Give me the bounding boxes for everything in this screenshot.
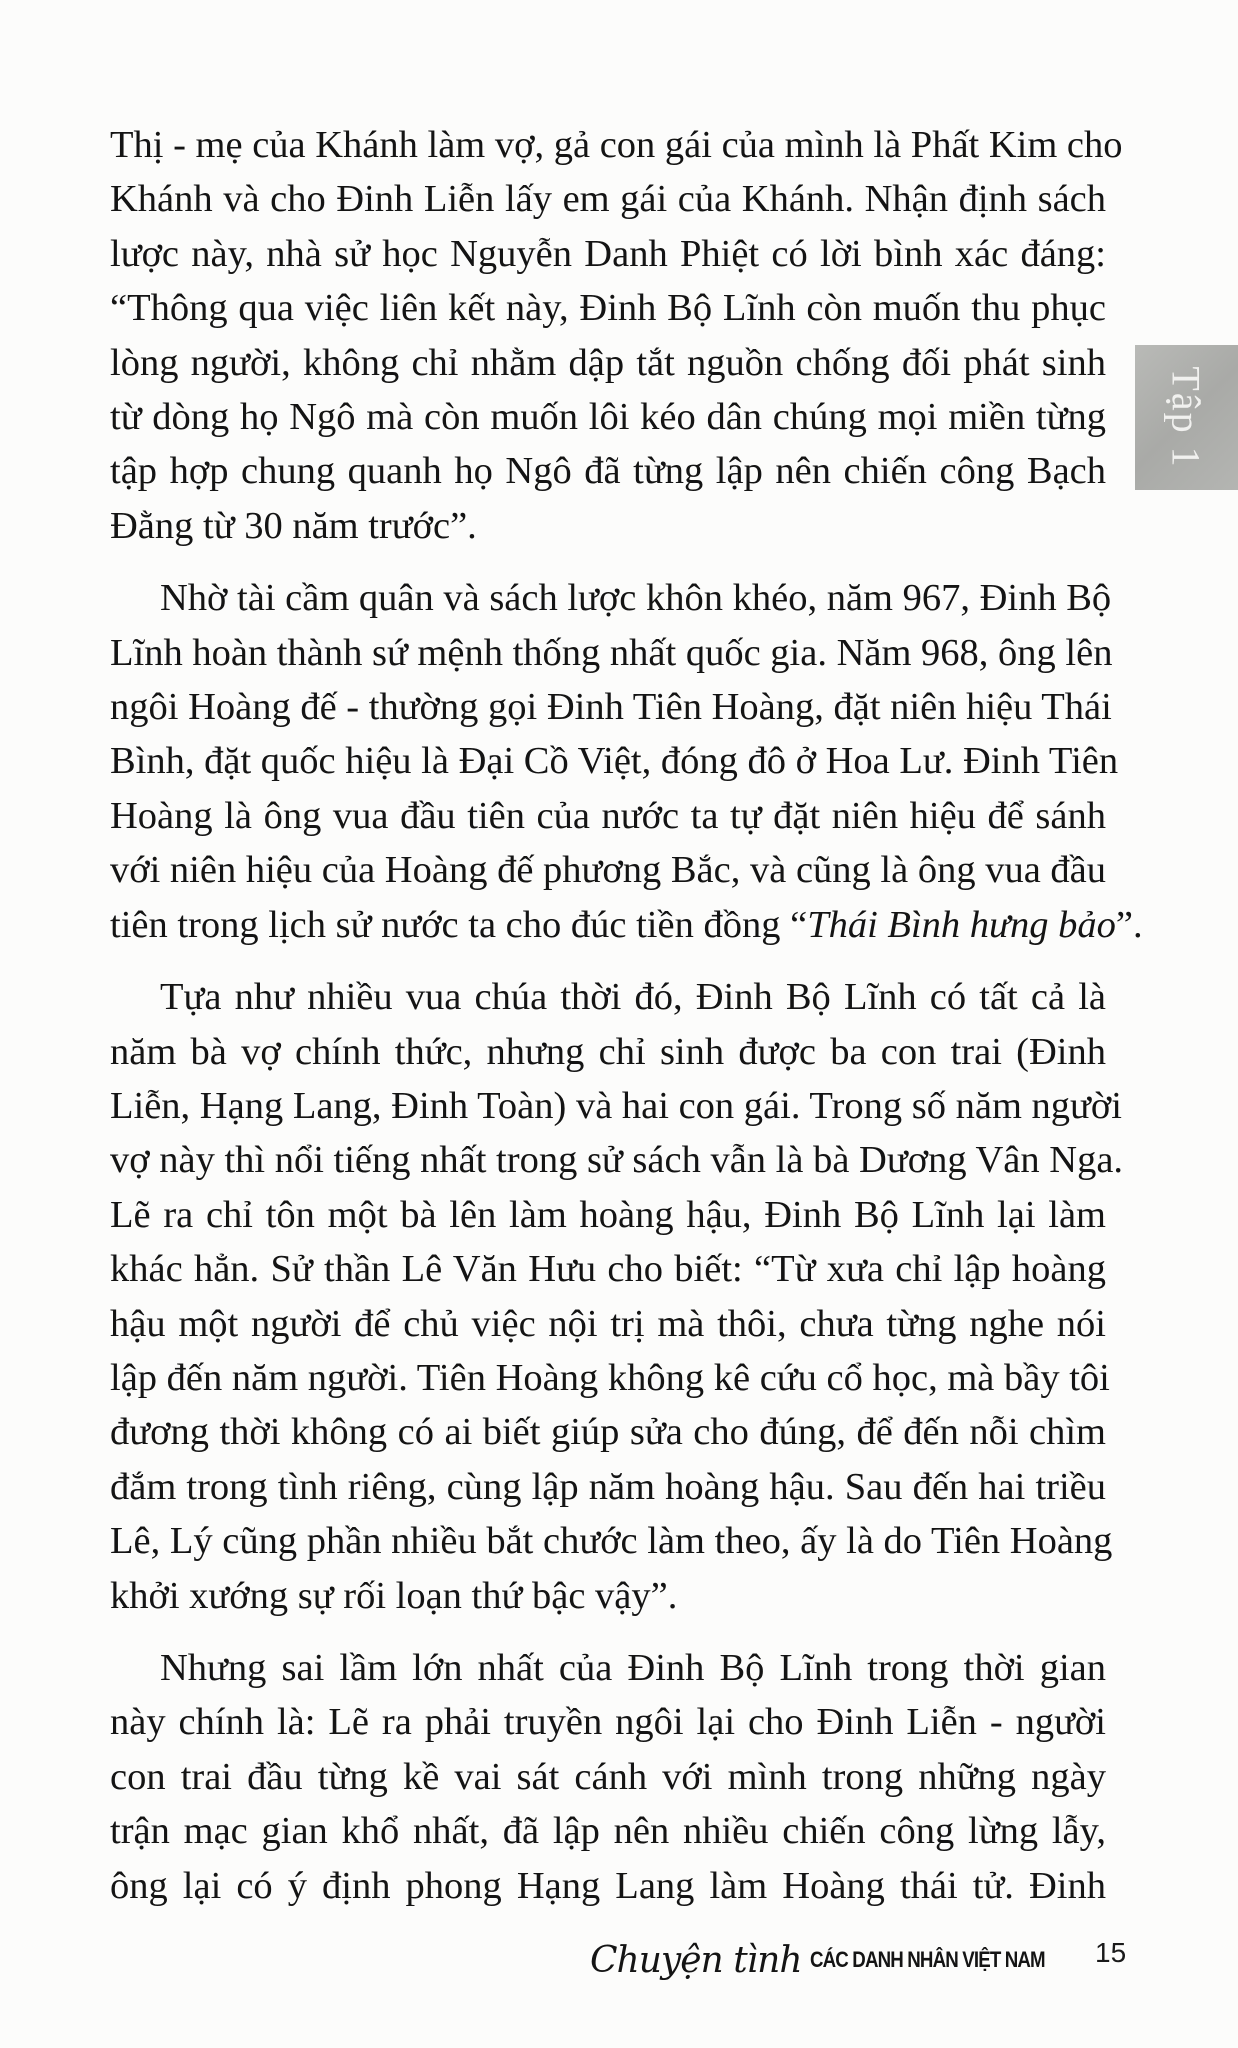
- book-title-caps: CÁC DANH NHÂN VIỆT NAM: [809, 1947, 1045, 1972]
- text-line: hậu một người để chủ việc nội trị mà thôi, chưa từng nghe nói: [110, 1302, 1106, 1345]
- text-line: Lê, Lý cũng phần nhiều bắt chước làm theo, ấy là do Tiên Hoàng: [110, 1520, 1113, 1563]
- coin-name-italic: Thái Bình hưng bảo: [807, 903, 1116, 946]
- text-line: con trai đầu từng kề vai sát cánh với mình trong những ngày: [110, 1755, 1106, 1798]
- text-line: Khánh và cho Đinh Liễn lấy em gái của Khánh. Nhận định sách: [110, 178, 1106, 221]
- text-line: tập hợp chung quanh họ Ngô đã từng lập nên chiến công Bạch: [110, 450, 1106, 493]
- text-line: [110, 898, 1143, 952]
- text-line: Bình, đặt quốc hiệu là Đại Cồ Việt, đóng đô ở Hoa Lư. Đinh Tiên: [110, 740, 1119, 783]
- text-line: vợ này thì nổi tiếng nhất trong sử sách vẫn là bà Dương Vân Nga.: [110, 1139, 1124, 1182]
- text-line: Lẽ ra chỉ tôn một bà lên làm hoàng hậu, Đinh Bộ Lĩnh lại làm: [110, 1193, 1106, 1236]
- text-line: Hoàng là ông vua đầu tiên của nước ta tự đặt niên hiệu để sánh: [110, 794, 1106, 837]
- text-line: ông lại có ý định phong Hạng Lang làm Hoàng thái tử. Đinh: [110, 1864, 1106, 1907]
- paragraph-1: [110, 118, 1123, 553]
- text-line: lòng người, không chỉ nhằm dập tắt nguồn chống đối phát sinh: [110, 341, 1106, 384]
- running-footer: [590, 1925, 1150, 1995]
- text-line: với niên hiệu của Hoàng đế phương Bắc, và cũng là ông vua đầu: [110, 849, 1106, 892]
- text-line: Nhưng sai lầm lớn nhất của Đinh Bộ Lĩnh trong thời gian: [160, 1646, 1106, 1689]
- text-line: lược này, nhà sử học Nguyễn Danh Phiệt có lời bình xác đáng:: [110, 232, 1106, 275]
- page-body-text: [110, 118, 1143, 1913]
- text-line: Lĩnh hoàn thành sứ mệnh thống nhất quốc gia. Năm 968, ông lên: [110, 631, 1113, 674]
- text-line: này chính là: Lẽ ra phải truyền ngôi lại cho Đinh Liễn - người: [110, 1701, 1106, 1744]
- text-line: ngôi Hoàng đế - thường gọi Đinh Tiên Hoàng, đặt niên hiệu Thái: [110, 686, 1112, 729]
- book-title-script: Chuyện tình: [590, 1939, 802, 1981]
- text-segment: ”.: [1115, 903, 1143, 946]
- paragraph-2: [110, 571, 1143, 952]
- page-number: 15: [1095, 1937, 1127, 1968]
- volume-tab: [1135, 345, 1238, 490]
- text-line: Tựa như nhiều vua chúa thời đó, Đinh Bộ Lĩnh có tất cả là: [160, 976, 1106, 1019]
- text-line: Liễn, Hạng Lang, Đinh Toàn) và hai con gái. Trong số năm người: [110, 1084, 1122, 1127]
- text-line: “Thông qua việc liên kết này, Đinh Bộ Lĩnh còn muốn thu phục: [110, 287, 1106, 330]
- text-line: đương thời không có ai biết giúp sửa cho đúng, để đến nỗi chìm: [110, 1411, 1106, 1454]
- text-line: Nhờ tài cầm quân và sách lược khôn khéo, năm 967, Đinh Bộ: [160, 577, 1112, 620]
- text-line: Thị - mẹ của Khánh làm vợ, gả con gái của mình là Phất Kim cho: [110, 124, 1123, 166]
- paragraph-4: [110, 1641, 1106, 1913]
- text-segment: tiên trong lịch sử nước ta cho đúc tiền đồng “: [110, 903, 808, 946]
- text-line: đắm trong tình riêng, cùng lập năm hoàng hậu. Sau đến hai triều: [110, 1465, 1106, 1508]
- text-line: năm bà vợ chính thức, nhưng chỉ sinh được ba con trai (Đinh: [110, 1030, 1106, 1073]
- volume-tab-label: Tập 1: [1164, 366, 1209, 469]
- text-line: Đằng từ 30 năm trước”.: [110, 504, 477, 547]
- text-line: trận mạc gian khổ nhất, đã lập nên nhiều chiến công lừng lẫy,: [110, 1810, 1106, 1853]
- text-line: lập đến năm người. Tiên Hoàng không kê cứu cổ học, mà bầy tôi: [110, 1356, 1110, 1399]
- text-line: khởi xướng sự rối loạn thứ bậc vậy”.: [110, 1574, 678, 1617]
- paragraph-3: [110, 970, 1124, 1623]
- text-line: khác hẳn. Sử thần Lê Văn Hưu cho biết: “Từ xưa chỉ lập hoàng: [110, 1248, 1106, 1291]
- text-line: từ dòng họ Ngô mà còn muốn lôi kéo dân chúng mọi miền từng: [110, 396, 1106, 439]
